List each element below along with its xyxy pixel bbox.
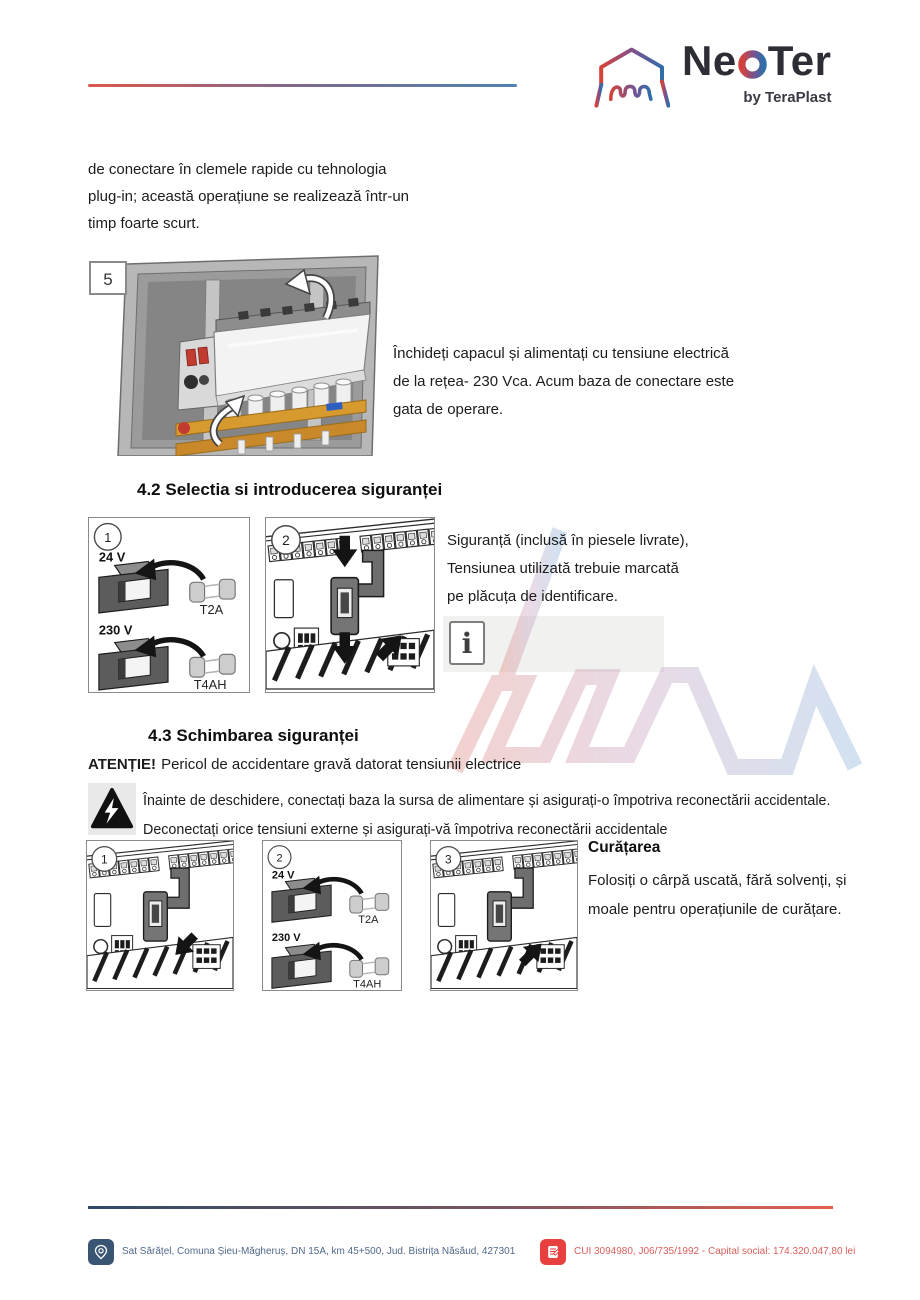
cleaning-line: moale pentru operațiunile de curățare.	[588, 901, 842, 918]
fuse	[190, 654, 235, 677]
fuse-holder	[272, 944, 331, 988]
note-line: pe plăcuța de identificare.	[447, 588, 618, 605]
figure-badge-number: 1	[101, 852, 108, 867]
fuse-holder	[99, 639, 168, 690]
fuse-selection-illustration	[263, 841, 401, 990]
figure-number-label: 5	[103, 270, 113, 289]
intro-line: plug-in; această operațiune se realizează într-un	[88, 188, 410, 205]
fuse	[350, 958, 389, 977]
figure-fuse-removal	[86, 840, 234, 991]
cleaning-block	[588, 839, 846, 924]
fuse-selection-illustration	[89, 518, 249, 692]
voltage-230v-label: 230 V	[271, 931, 301, 944]
cleaning-line: Folosiți o cârpă uscată, fără solvenți, și	[588, 872, 847, 889]
fuse	[350, 893, 389, 912]
step5-line: gata de operare.	[393, 401, 504, 418]
brand-name-suffix: Ter	[767, 37, 832, 84]
intro-paragraph	[88, 156, 409, 237]
attention-label: ATENȚIE!	[88, 756, 157, 773]
figure-fuse-selection-2	[262, 840, 402, 991]
info-icon: i	[449, 621, 485, 665]
brand-o-ring-icon	[738, 50, 767, 79]
note-line: Siguranță (inclusă în piesele livrate),	[447, 532, 689, 549]
voltage-230v-label: 230 V	[98, 622, 133, 638]
header-divider	[88, 84, 517, 87]
step5-paragraph	[393, 340, 734, 424]
footer-company-info: CUI 3094980, J06/735/1992 - Capital social: 174.320.047,80 lei	[574, 1246, 856, 1257]
warning-icon-box	[88, 783, 136, 835]
high-voltage-warning-icon	[90, 785, 134, 833]
fuse-type-t2a: T2A	[358, 914, 379, 927]
figure-badge-number: 2	[276, 852, 283, 865]
brand-logo	[590, 37, 832, 120]
intro-line: timp foarte scurt.	[88, 215, 200, 232]
location-icon	[88, 1239, 114, 1265]
cabinet-illustration	[88, 254, 380, 456]
fuse-type-t2a: T2A	[199, 601, 224, 617]
house-heating-icon	[590, 40, 670, 120]
brand-tagline: by TeraPlast	[743, 89, 832, 106]
note-line: Tensiunea utilizată trebuie marcată	[447, 560, 679, 577]
step5-line: de la rețea- 230 Vca. Acum baza de conectare este	[393, 373, 735, 390]
figure-close-cover	[88, 254, 380, 456]
fuse	[190, 579, 235, 602]
circuit-board-illustration	[431, 841, 577, 990]
attention-line	[88, 756, 521, 773]
fuse-type-t4ah: T4AH	[353, 978, 382, 990]
document-icon	[540, 1239, 566, 1265]
fuse-holder	[99, 562, 168, 613]
circuit-board-illustration	[266, 518, 434, 692]
brand-name	[682, 37, 832, 84]
warning-line: Deconectați orice tensiuni externe și asigurați-vă împotriva reconectării accidentale	[143, 822, 668, 838]
figure-fuse-selection	[88, 517, 250, 693]
section-4-2-heading: 4.2 Selectia si introducerea siguranței	[137, 480, 443, 499]
figure-badge-number: 3	[445, 852, 452, 867]
footer-address: Sat Sărățel, Comuna Șieu-Măgheruș, DN 15A, km 45+500, Jud. Bistrița Năsăud, 427301	[122, 1246, 516, 1257]
voltage-24v-label: 24 V	[98, 549, 126, 565]
fuse-note	[447, 527, 689, 611]
brand-text	[682, 37, 832, 106]
figure-badge-number: 1	[104, 529, 112, 545]
warning-line: Înainte de deschidere, conectați baza la sursa de alimentare și asigurați-o împotriva reconectării accidentale.	[143, 793, 831, 809]
fuse-holder	[272, 878, 331, 922]
figure-fuse-insertion	[265, 517, 435, 693]
intro-line: de conectare în clemele rapide cu tehnologia	[88, 161, 387, 178]
figure-fuse-insertion-2	[430, 840, 578, 991]
warning-paragraph	[143, 787, 843, 845]
section-4-3-heading: 4.3 Schimbarea siguranței	[148, 726, 359, 745]
footer-divider	[88, 1206, 833, 1209]
attention-text: Pericol de accidentare gravă datorat tensiunii electrice	[161, 756, 522, 773]
fuse-type-t4ah: T4AH	[193, 676, 227, 692]
step5-line: Închideți capacul și alimentați cu tensiune electrică	[393, 345, 730, 362]
cleaning-heading: Curățarea	[588, 839, 661, 856]
brand-name-prefix: Ne	[682, 37, 737, 84]
circuit-board-illustration	[87, 841, 233, 990]
voltage-24v-label: 24 V	[271, 869, 295, 882]
figure-badge-number: 2	[282, 533, 290, 549]
